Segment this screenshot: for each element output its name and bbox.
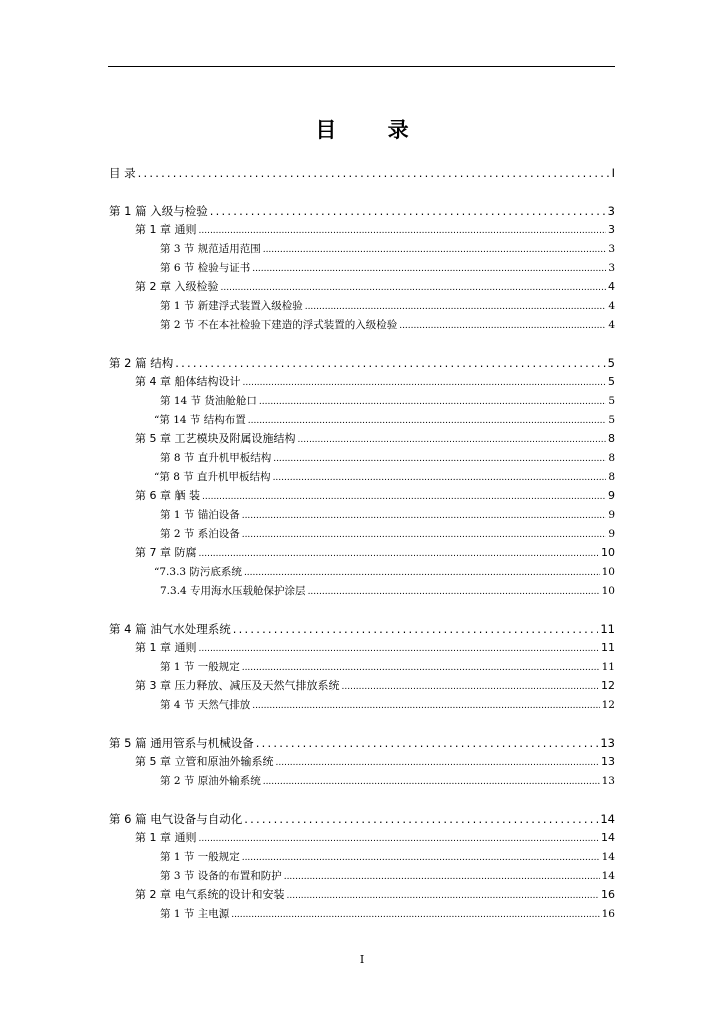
toc-entry-page: 11	[600, 622, 615, 636]
toc-dot-leader	[202, 488, 606, 506]
toc-entry-page: 8	[608, 432, 615, 445]
toc-entry[interactable]	[154, 411, 615, 429]
toc-entry-page: 13	[601, 775, 615, 787]
toc-entry-page: 5	[607, 356, 615, 370]
toc-entry[interactable]	[135, 639, 615, 657]
toc-entry-label: 第 3 节 规范适用范围	[160, 243, 261, 255]
toc-entry-page: 12	[601, 679, 615, 692]
toc-dot-leader	[287, 887, 600, 905]
toc-dot-leader	[233, 620, 599, 638]
toc-entry-page: 4	[608, 280, 615, 293]
toc-entry-label: 第 1 章 通则	[135, 223, 197, 236]
toc-dot-leader	[276, 754, 600, 772]
toc-entry[interactable]	[109, 354, 615, 372]
toc-entry-label: 第 3 节 设备的布置和防护	[160, 870, 282, 882]
toc-entry[interactable]	[109, 202, 615, 220]
toc-entry-label: 第 1 节 锚泊设备	[160, 509, 240, 521]
toc-entry-page: 16	[601, 908, 615, 920]
page-title: 目 录	[315, 118, 431, 142]
toc-entry-label: 第 1 节 一般规定	[160, 661, 240, 673]
toc-entry-page: 9	[608, 509, 615, 521]
toc-dot-leader	[298, 431, 607, 449]
toc-dot-leader	[199, 640, 600, 658]
toc-entry[interactable]	[160, 848, 615, 866]
toc-dot-leader	[175, 354, 605, 372]
toc-entry[interactable]	[160, 449, 615, 467]
toc-dot-leader	[305, 298, 607, 316]
toc-entry[interactable]	[160, 240, 615, 258]
toc-entry-label: 第 1 节 一般规定	[160, 851, 240, 863]
toc-entry-page: 16	[601, 888, 615, 901]
toc-entry[interactable]	[160, 867, 615, 885]
toc-entry-page: 13	[600, 736, 615, 750]
toc-entry[interactable]	[160, 259, 615, 277]
toc-entry-page: 11	[601, 661, 615, 673]
toc-entry[interactable]	[154, 468, 615, 486]
toc-entry-label: 第 4 节 天然气排放	[160, 699, 251, 711]
toc-entry-page: 8	[608, 452, 615, 464]
toc-entry[interactable]	[160, 506, 615, 524]
toc-dot-leader	[231, 906, 599, 924]
toc-entry-label: 第 6 节 检验与证书	[160, 262, 251, 274]
toc-entry-page: 3	[608, 223, 615, 236]
toc-dot-leader	[242, 659, 600, 677]
toc-dot-leader	[221, 279, 607, 297]
toc-entry-label: 第 7 章 防腐	[135, 546, 197, 559]
toc-entry[interactable]	[160, 658, 615, 676]
toc-entry-label: 第 2 节 原油外输系统	[160, 775, 261, 787]
toc-entry-label: 目 录	[109, 166, 136, 180]
toc-entry[interactable]	[160, 582, 615, 600]
toc-dot-leader	[244, 564, 600, 582]
toc-dot-leader	[263, 241, 607, 259]
toc-entry[interactable]	[135, 677, 615, 695]
toc-entry[interactable]	[109, 734, 615, 752]
toc-entry[interactable]	[160, 525, 615, 543]
toc-entry[interactable]	[135, 278, 615, 296]
toc-entry[interactable]	[109, 810, 615, 828]
toc-entry[interactable]	[135, 373, 615, 391]
toc-entry-page: 10	[601, 585, 615, 597]
toc-dot-leader	[342, 678, 600, 696]
toc-entry-page: 3	[608, 243, 615, 255]
toc-entry-label: 第 2 节 系泊设备	[160, 528, 240, 540]
toc-entry-label: 第 1 篇 入级与检验	[109, 204, 208, 218]
toc-entry-label: 第 5 章 立管和原油外输系统	[135, 755, 274, 768]
toc-dot-leader	[399, 317, 606, 335]
toc-entry-page: 10	[601, 546, 615, 559]
toc-dot-leader	[244, 810, 598, 828]
toc-entry-page: 14	[600, 812, 615, 826]
toc-dot-leader	[199, 830, 600, 848]
toc-dot-leader	[252, 697, 599, 715]
toc-entry-label: 第 5 章 工艺模块及附属设施结构	[135, 432, 296, 445]
toc-dot-leader	[199, 222, 607, 240]
toc-entry-page: 5	[608, 414, 615, 426]
toc-dot-leader	[252, 260, 606, 278]
toc-dot-leader	[243, 374, 607, 392]
toc-entry[interactable]	[109, 164, 615, 182]
toc-entry[interactable]	[160, 696, 615, 714]
toc-entry-page: 4	[608, 300, 615, 312]
toc-entry-page: I	[611, 166, 615, 180]
toc-entry[interactable]	[135, 886, 615, 904]
toc-dot-leader	[256, 734, 599, 752]
toc-entry-label: 第 1 节 主电源	[160, 908, 230, 920]
toc-dot-leader	[242, 507, 607, 525]
toc-entry[interactable]	[135, 487, 615, 505]
toc-entry-page: 14	[601, 851, 615, 863]
toc-dot-leader	[284, 868, 600, 886]
toc-entry-label: 第 3 章 压力释放、减压及天然气排放系统	[135, 679, 340, 692]
toc-entry-page: 13	[601, 755, 615, 768]
toc-entry-label: 第 2 篇 结构	[109, 356, 174, 370]
toc-entry-label: 第 2 章 电气系统的设计和安装	[135, 888, 285, 901]
toc-dot-leader	[273, 450, 606, 468]
toc-entry-label: 第 4 篇 油气水处理系统	[109, 622, 231, 636]
toc-entry-page: 3	[607, 204, 615, 218]
toc-entry[interactable]	[109, 620, 615, 638]
toc-entry-page: 5	[608, 395, 615, 407]
toc-entry-page: 3	[608, 262, 615, 274]
toc-entry-label: 第 4 章 船体结构设计	[135, 375, 241, 388]
toc-entry[interactable]	[135, 221, 615, 239]
toc-entry[interactable]	[160, 905, 615, 923]
toc-entry-label: 第 6 章 舾 装	[135, 489, 200, 502]
toc-entry-label: 第 6 篇 电气设备与自动化	[109, 812, 243, 826]
toc-entry-page: 14	[601, 831, 615, 844]
toc-dot-leader	[273, 469, 607, 487]
toc-entry-label: “7.3.3 防污底系统	[154, 566, 242, 578]
toc-entry[interactable]	[160, 297, 615, 315]
toc-entry[interactable]	[160, 316, 615, 334]
toc-entry[interactable]	[135, 544, 615, 562]
toc-entry-label: 第 2 章 入级检验	[135, 280, 219, 293]
toc-entry-label: 7.3.4 专用海水压载舱保护涂层	[160, 585, 306, 597]
page-number: I	[359, 953, 365, 966]
toc-dot-leader	[242, 849, 600, 867]
toc-entry-label: 第 14 节 货油舱舱口	[160, 395, 257, 407]
toc-dot-leader	[138, 164, 610, 182]
toc-entry-label: 第 1 章 通则	[135, 641, 197, 654]
toc-dot-leader	[259, 393, 606, 411]
toc-entry-label: “第 8 节 直升机甲板结构	[154, 471, 271, 483]
toc-dot-leader	[308, 583, 600, 601]
toc-dot-leader	[210, 202, 606, 220]
toc-entry[interactable]	[160, 392, 615, 410]
toc-entry-label: 第 2 节 不在本社检验下建造的浮式装置的入级检验	[160, 319, 398, 331]
toc-entry-page: 12	[601, 699, 615, 711]
toc-dot-leader	[242, 526, 607, 544]
toc-entry[interactable]	[135, 829, 615, 847]
toc-dot-leader	[263, 773, 600, 791]
toc-entry-label: 第 5 篇 通用管系与机械设备	[109, 736, 254, 750]
toc-entry-page: 10	[601, 566, 615, 578]
toc-entry-label: 第 1 节 新建浮式装置入级检验	[160, 300, 303, 312]
toc-entry[interactable]	[160, 772, 615, 790]
toc-entry-label: 第 8 节 直升机甲板结构	[160, 452, 272, 464]
toc-entry-page: 9	[608, 528, 615, 540]
toc-entry[interactable]	[135, 430, 615, 448]
toc-entry-page: 11	[601, 641, 615, 654]
toc-dot-leader	[199, 545, 600, 563]
toc-entry-page: 4	[608, 319, 615, 331]
toc-entry-page: 5	[608, 375, 615, 388]
toc-entry-page: 14	[601, 870, 615, 882]
toc-entry[interactable]	[135, 753, 615, 771]
toc-entry[interactable]	[154, 563, 615, 581]
toc-entry-page: 8	[608, 471, 615, 483]
toc-entry-label: “第 14 节 结构布置	[154, 414, 246, 426]
toc-entry-page: 9	[608, 489, 615, 502]
toc-dot-leader	[248, 412, 607, 430]
toc-entry-label: 第 1 章 通则	[135, 831, 197, 844]
